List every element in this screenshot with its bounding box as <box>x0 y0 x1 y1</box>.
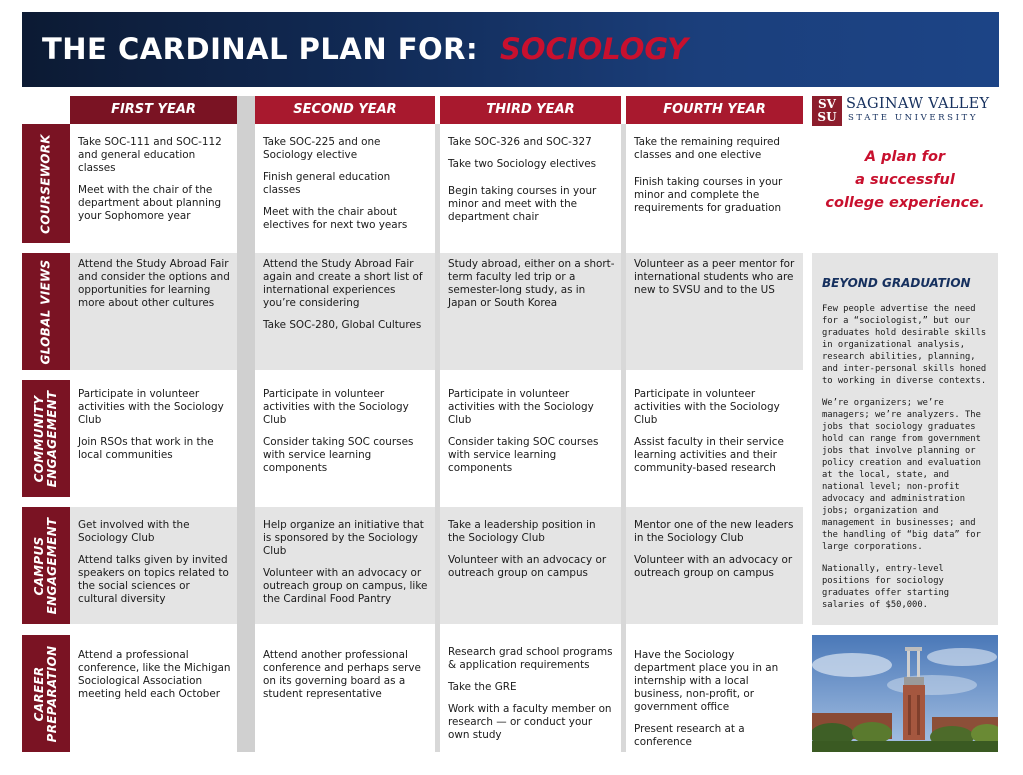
cell-coursework-year2: Take SOC-225 and one Sociology elective Finish general education classes Meet with the chair about electives for next two years <box>255 124 435 243</box>
cell-campus-year4: Mentor one of the new leaders in the Sociology Club Volunteer with an advocacy or outreach group on campus <box>626 507 803 624</box>
beyond-paragraph: Few people advertise the need for a “sociologist,” but our graduates hold desirable skills in organizational analysis, research abilities, planning, and inter-personal skills honed to working in diverse contexts. <box>822 304 987 386</box>
cell-coursework-year1: Take SOC-111 and SOC-112 and general education classes Meet with the chair of the department about planning your Sophomore year <box>70 124 237 243</box>
logo-name-line1: SAGINAW VALLEY <box>846 96 990 112</box>
cell-coursework-year4: Take the remaining required classes and one elective Finish taking courses in your minor and complete the requirements for graduation <box>626 124 803 243</box>
column-header-second-year: SECOND YEAR <box>255 96 435 124</box>
title-banner <box>22 12 999 87</box>
beyond-paragraph: Nationally, entry-level positions for sociology graduates offer starting salaries of $50,000. <box>822 564 950 610</box>
svsu-mark: SV SU <box>812 96 842 126</box>
cell-community-year4: Participate in volunteer activities with the Sociology Club Assist faculty in their service learning activities and their community-based research <box>626 380 803 497</box>
logo-name-line2: STATE UNIVERSITY <box>848 113 979 123</box>
row-label-community-engagement: COMMUNITY ENGAGEMENT <box>22 380 70 497</box>
cell-campus-year3: Take a leadership position in the Sociology Club Volunteer with an advocacy or outreach group on campus <box>440 507 621 624</box>
cell-community-year2: Participate in volunteer activities with the Sociology Club Consider taking SOC courses with service learning components <box>255 380 435 497</box>
cell-global-year3: Study abroad, either on a short-term faculty led trip or a semester-long study, as in Japan or South Korea <box>440 253 621 370</box>
column-header-first-year: FIRST YEAR <box>70 96 237 124</box>
cell-coursework-year3: Take SOC-326 and SOC-327 Take two Sociology electives Begin taking courses in your minor and meet with the department chair <box>440 124 621 243</box>
title-lead: THE CARDINAL PLAN FOR: <box>42 32 479 66</box>
column-divider <box>237 96 255 752</box>
campus-clock-tower-photo <box>812 635 998 752</box>
cell-community-year1: Participate in volunteer activities with the Sociology Club Join RSOs that work in the local communities <box>70 380 237 497</box>
cell-career-year1: Attend a professional conference, like the Michigan Sociological Association meeting held each October <box>70 635 237 752</box>
row-label-campus-engagement: CAMPUS ENGAGEMENT <box>22 507 70 624</box>
cell-global-year4: Volunteer as a peer mentor for international students who are new to SVSU and to the US <box>626 253 803 370</box>
cell-campus-year2: Help organize an initiative that is sponsored by the Sociology Club Volunteer with an advocacy or outreach group on campus, like the Cardinal Food Pantry <box>255 507 435 624</box>
university-logo <box>812 96 998 128</box>
cell-global-year1: Attend the Study Abroad Fair and consider the options and opportunities for learning more about other cultures <box>70 253 237 370</box>
tagline: A plan for a successful college experience. <box>825 149 985 211</box>
row-label-coursework: COURSEWORK <box>22 124 70 243</box>
cell-career-year3: Research grad school programs & application requirements Take the GRE Work with a faculty member on research — or conduct your own study <box>440 635 621 752</box>
column-header-third-year: THIRD YEAR <box>440 96 621 124</box>
beyond-graduation-box <box>812 253 998 625</box>
cell-career-year4: Have the Sociology department place you in an internship with a local business, non-profit, or government office Present research at a conference <box>626 635 803 752</box>
beyond-graduation-title: BEYOND GRADUATION <box>822 276 971 290</box>
row-label-global-views: GLOBAL VIEWS <box>22 253 70 370</box>
beyond-paragraph: We’re organizers; we’re managers; we’re analyzers. The jobs that sociology graduates hold can range from government jobs that involve planning or policy creation and evaluation at the local, state, and national level; non-profit advocacy and administration jobs; organization and management in businesses; and the handling of “big data” for large corporations. <box>822 398 981 552</box>
cell-career-year2: Attend another professional conference and perhaps serve on its governing board as a student representative <box>255 635 435 752</box>
cell-community-year3: Participate in volunteer activities with the Sociology Club Consider taking SOC courses with service learning components <box>440 380 621 497</box>
cell-campus-year1: Get involved with the Sociology Club Attend talks given by invited speakers on topics related to the social sciences or cultural diversity <box>70 507 237 624</box>
cell-global-year2: Attend the Study Abroad Fair again and create a short list of international experiences you’re considering Take SOC-280, Global Cultures <box>255 253 435 370</box>
row-label-career-preparation: CAREER PREPARATION <box>22 635 70 752</box>
title-subject: SOCIOLOGY <box>500 32 688 66</box>
column-header-fourth-year: FOURTH YEAR <box>626 96 803 124</box>
